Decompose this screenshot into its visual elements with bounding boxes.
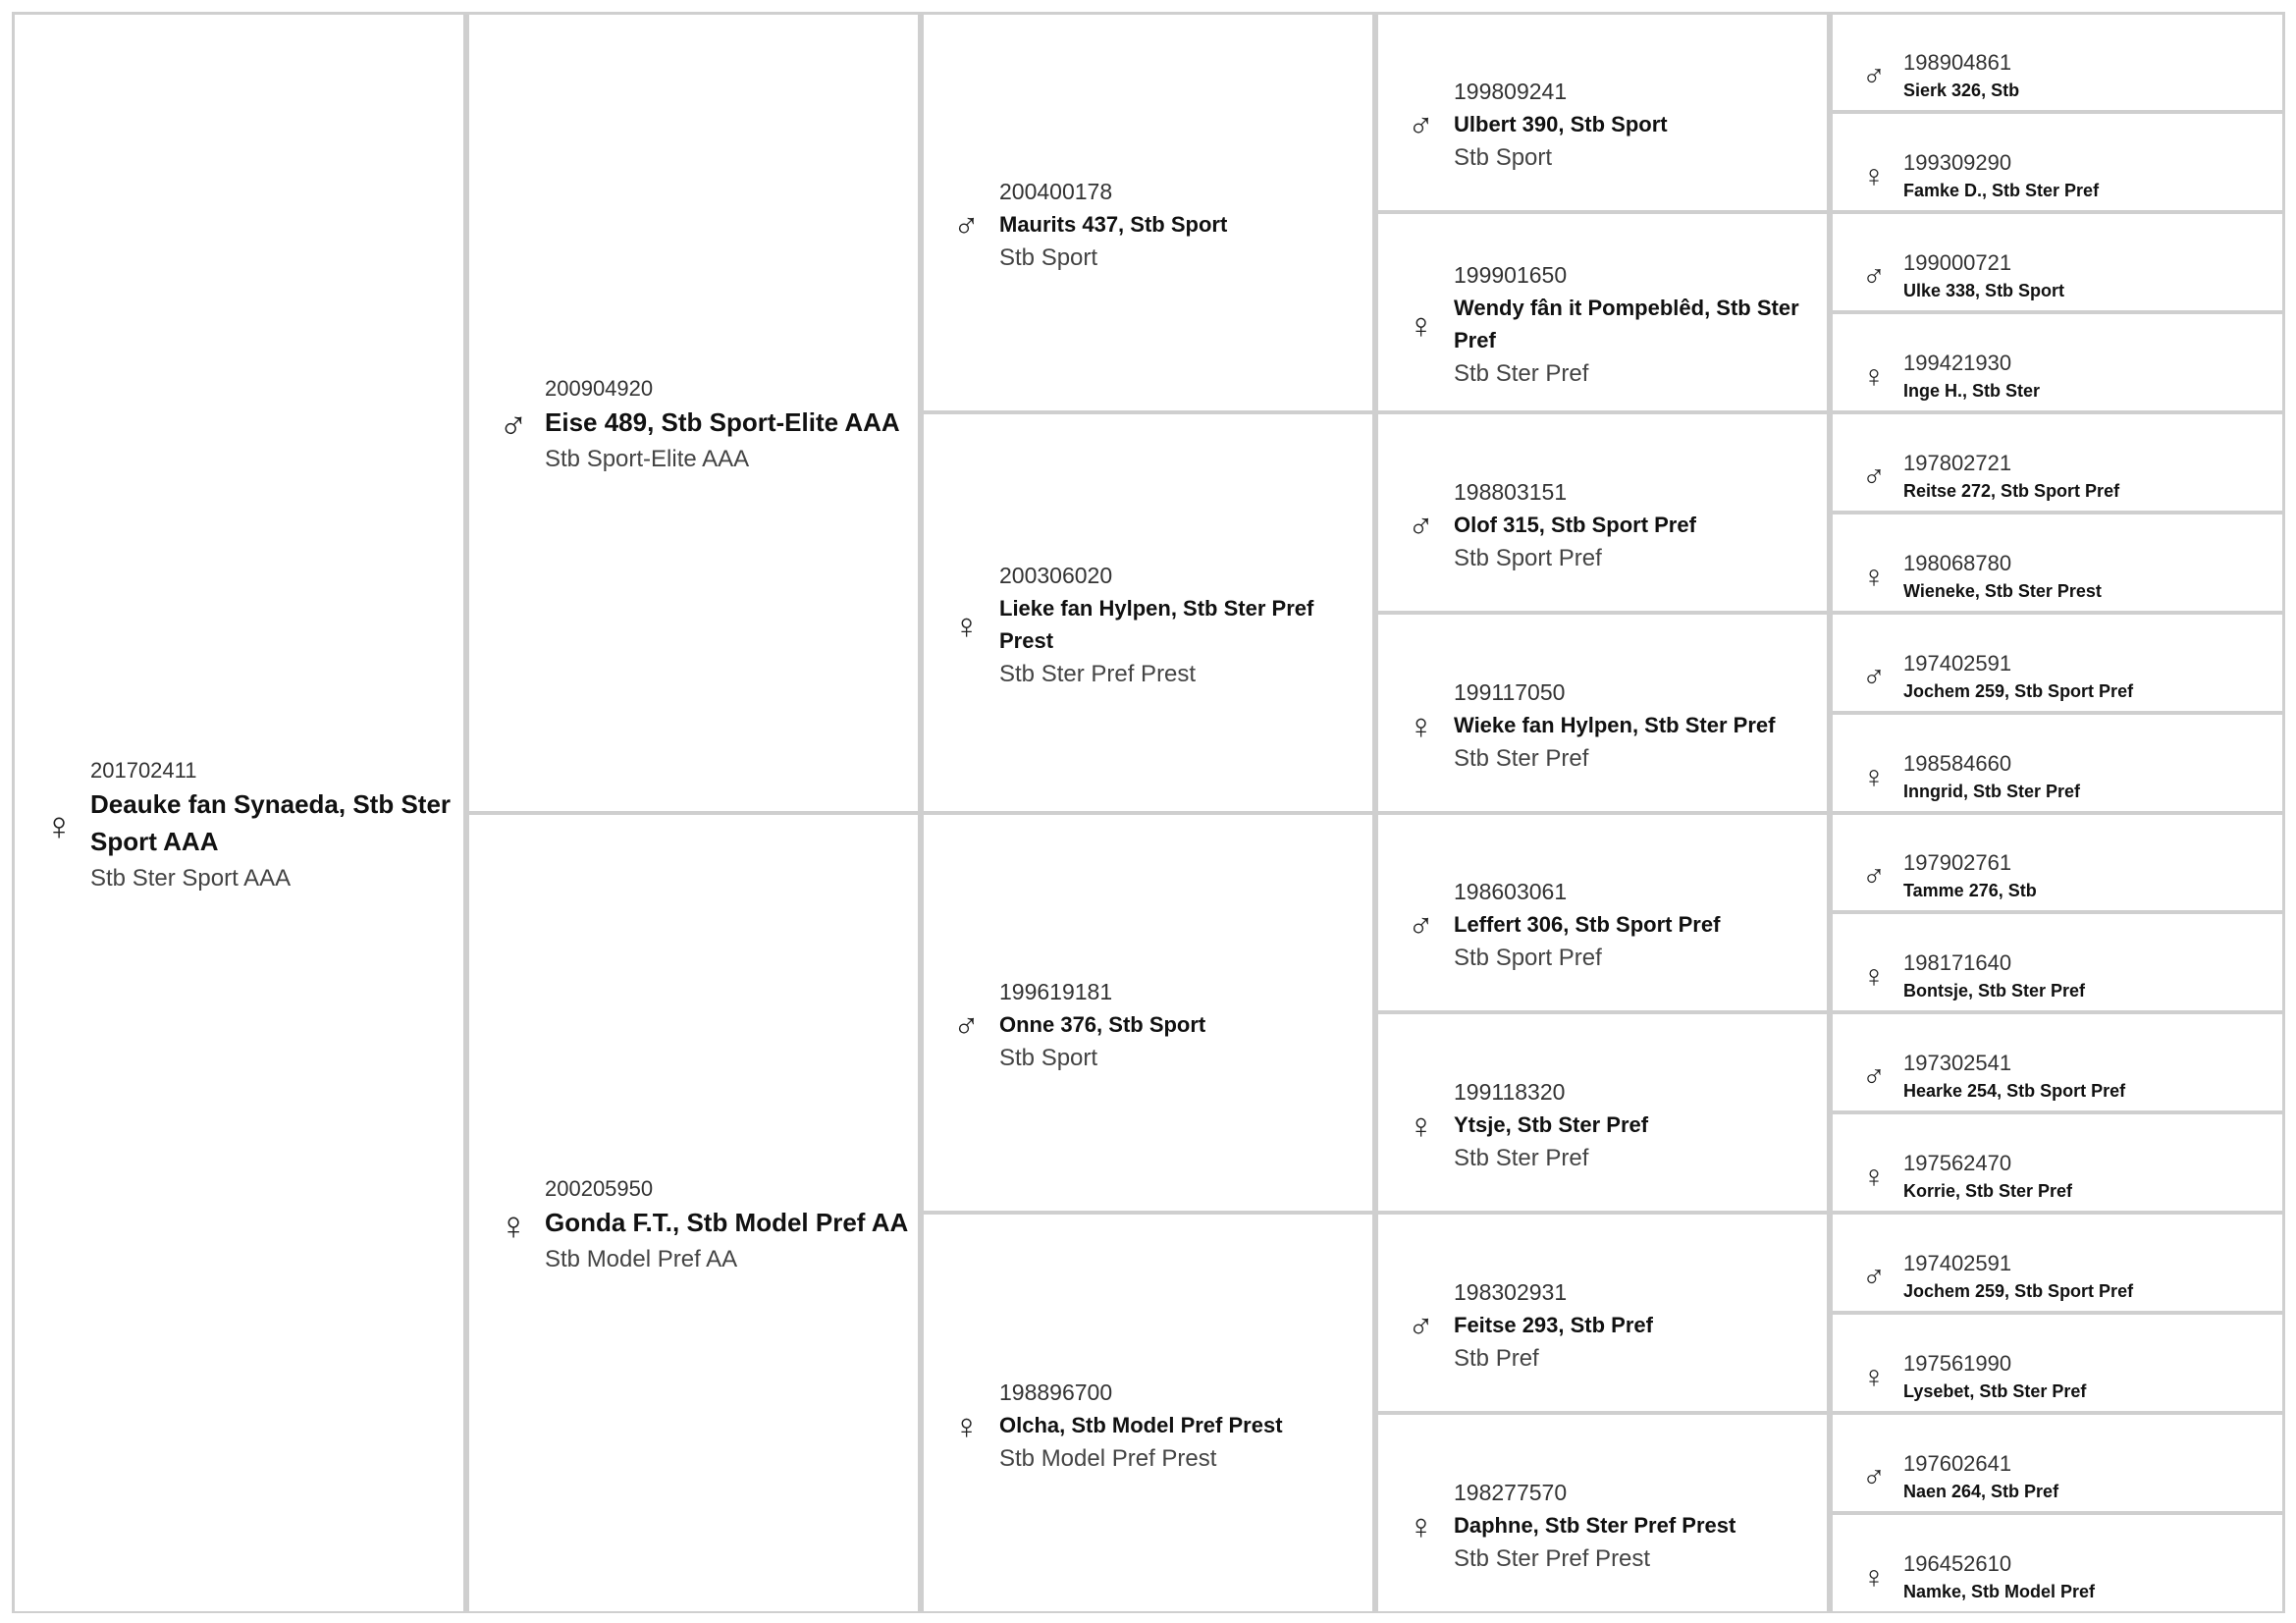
horse-name: Deauke fan Synaeda, Stb Ster Sport AAA	[90, 789, 452, 856]
great-great-grandparent-cell	[1830, 1112, 2285, 1213]
registration-number: 199000721	[1903, 249, 2012, 275]
horse-name: Tamme 276, Stb	[1903, 881, 2037, 901]
horse-details	[1903, 549, 2274, 604]
registration-number: 199809241	[1454, 79, 1568, 105]
studbook-predicate: Stb Sport Pref	[1454, 544, 1602, 571]
great-great-grandparent-cell	[1830, 813, 2285, 913]
studbook-predicate: Stb Sport Pref	[1454, 945, 1602, 972]
registration-number: 197561990	[1903, 1351, 2012, 1377]
studbook-predicate: Stb Ster Pref	[1454, 360, 1589, 388]
male-symbol-icon: ♂	[1862, 1259, 1886, 1295]
great-great-grandparent-cell	[1830, 713, 2285, 813]
registration-number: 198803151	[1454, 478, 1568, 505]
horse-details	[545, 374, 918, 478]
horse-details	[1454, 259, 1819, 392]
great-great-grandparent-cell	[1830, 1413, 2285, 1513]
female-symbol-icon: ♀	[1862, 958, 1886, 995]
great-great-grandparent-cell	[1830, 412, 2285, 513]
grandparent-cell	[921, 1213, 1375, 1613]
male-symbol-icon: ♂	[1862, 858, 1886, 894]
horse-name: Inngrid, Stb Ster Pref	[1903, 781, 2081, 801]
great-great-grandparent-cell	[1830, 212, 2285, 312]
horse-details	[1903, 649, 2274, 704]
horse-name: Maurits 437, Stb Sport	[999, 212, 1228, 238]
studbook-predicate: Stb Ster Pref Prest	[999, 661, 1197, 688]
registration-number: 199901650	[1454, 262, 1568, 289]
registration-number: 200400178	[999, 179, 1113, 205]
male-symbol-icon: ♂	[1862, 1459, 1886, 1495]
registration-number: 197902761	[1903, 850, 2012, 876]
registration-number: 197402591	[1903, 650, 2012, 676]
horse-details	[545, 1174, 918, 1278]
grandparent-cell	[921, 412, 1375, 813]
registration-number: 199421930	[1903, 350, 2012, 375]
female-symbol-icon: ♀	[1408, 304, 1434, 346]
studbook-predicate: Stb Ster Pref Prest	[1454, 1545, 1651, 1573]
horse-details	[1903, 248, 2274, 303]
registration-number: 198904861	[1903, 50, 2012, 76]
studbook-predicate: Stb Pref	[1454, 1345, 1539, 1373]
horse-details	[1454, 76, 1819, 176]
great-great-grandparent-cell	[1830, 1513, 2285, 1613]
horse-details	[1903, 48, 2274, 103]
horse-details	[1903, 848, 2274, 903]
great-grandparent-cell	[1375, 613, 1830, 813]
registration-number: 198896700	[999, 1380, 1113, 1406]
horse-details	[1903, 148, 2274, 203]
female-symbol-icon: ♀	[1862, 357, 1886, 394]
great-great-grandparent-cell	[1830, 112, 2285, 212]
parent-cell	[466, 813, 921, 1614]
registration-number: 200306020	[999, 563, 1113, 589]
great-great-grandparent-cell	[1830, 1012, 2285, 1112]
studbook-predicate: Stb Sport-Elite AAA	[545, 446, 750, 473]
horse-details	[1454, 476, 1819, 576]
registration-number: 197402591	[1903, 1251, 2012, 1276]
studbook-predicate: Stb Ster Pref	[1454, 744, 1589, 772]
female-symbol-icon: ♀	[1862, 1159, 1886, 1195]
female-symbol-icon: ♀	[44, 805, 74, 848]
horse-details	[1903, 1449, 2274, 1504]
horse-name: Lysebet, Stb Ster Pref	[1903, 1381, 2087, 1402]
great-grandparent-cell	[1375, 212, 1830, 412]
parent-cell	[466, 12, 921, 813]
horse-name: Naen 264, Stb Pref	[1903, 1482, 2059, 1502]
horse-details	[1903, 1049, 2274, 1104]
horse-name: Onne 376, Stb Sport	[999, 1012, 1206, 1038]
horse-details	[1903, 1249, 2274, 1304]
studbook-predicate: Stb Model Pref AA	[545, 1246, 738, 1273]
male-symbol-icon: ♂	[1408, 905, 1434, 947]
horse-name: Bontsje, Stb Ster Pref	[1903, 981, 2086, 1001]
horse-details	[1903, 1549, 2274, 1604]
registration-number: 198603061	[1454, 879, 1568, 905]
horse-name: Wieneke, Stb Ster Prest	[1903, 580, 2102, 601]
horse-name: Famke D., Stb Ster Pref	[1903, 180, 2100, 200]
horse-details	[1903, 449, 2274, 504]
registration-number: 197302541	[1903, 1051, 2012, 1076]
horse-name: Korrie, Stb Ster Pref	[1903, 1181, 2073, 1202]
horse-details	[1903, 749, 2274, 804]
female-symbol-icon: ♀	[1408, 705, 1434, 746]
registration-number: 201702411	[90, 758, 197, 783]
horse-name: Eise 489, Stb Sport-Elite AAA	[545, 407, 900, 438]
horse-details	[999, 560, 1364, 692]
horse-name: Reitse 272, Stb Sport Pref	[1903, 480, 2120, 501]
registration-number: 200205950	[545, 1176, 654, 1202]
registration-number: 199118320	[1454, 1079, 1566, 1106]
registration-number: 198277570	[1454, 1480, 1568, 1506]
male-symbol-icon: ♂	[1408, 105, 1434, 146]
registration-number: 197802721	[1903, 450, 2012, 475]
great-great-grandparent-cell	[1830, 912, 2285, 1012]
horse-name: Gonda F.T., Stb Model Pref AA	[545, 1208, 909, 1238]
male-symbol-icon: ♂	[953, 205, 980, 246]
studbook-predicate: Stb Sport	[999, 1045, 1098, 1072]
horse-details	[1454, 876, 1819, 976]
studbook-predicate: Stb Sport	[1454, 144, 1553, 172]
female-symbol-icon: ♀	[1408, 1506, 1434, 1547]
registration-number: 197602641	[1903, 1451, 2012, 1477]
studbook-predicate: Stb Sport	[999, 244, 1098, 272]
horse-name: Ulbert 390, Stb Sport	[1454, 112, 1668, 137]
male-symbol-icon: ♂	[1408, 505, 1434, 546]
horse-details	[1454, 676, 1819, 777]
male-symbol-icon: ♂	[499, 405, 528, 449]
female-symbol-icon: ♀	[1862, 1559, 1886, 1596]
horse-details	[999, 976, 1364, 1076]
horse-name: Inge H., Stb Ster	[1903, 380, 2041, 401]
great-great-grandparent-cell	[1830, 613, 2285, 713]
horse-details	[1454, 1076, 1819, 1176]
great-grandparent-cell	[1375, 1012, 1830, 1213]
registration-number: 197562470	[1903, 1151, 2012, 1176]
horse-details	[1903, 1349, 2274, 1404]
horse-details	[1903, 948, 2274, 1003]
great-grandparent-cell	[1375, 1413, 1830, 1613]
female-symbol-icon: ♀	[1862, 157, 1886, 193]
great-grandparent-cell	[1375, 12, 1830, 212]
horse-details	[999, 1377, 1364, 1477]
great-great-grandparent-cell	[1830, 513, 2285, 613]
great-great-grandparent-cell	[1830, 312, 2285, 412]
female-symbol-icon: ♀	[1862, 558, 1886, 594]
great-grandparent-cell	[1375, 813, 1830, 1013]
male-symbol-icon: ♂	[1862, 458, 1886, 494]
great-great-grandparent-cell	[1830, 1313, 2285, 1413]
great-great-grandparent-cell	[1830, 1213, 2285, 1313]
great-great-grandparent-cell	[1830, 12, 2285, 112]
horse-name: Olof 315, Stb Sport Pref	[1454, 512, 1696, 537]
horse-name: Ulke 338, Stb Sport	[1903, 280, 2065, 300]
grandparent-cell	[921, 813, 1375, 1214]
female-symbol-icon: ♀	[953, 605, 980, 646]
male-symbol-icon: ♂	[1408, 1306, 1434, 1347]
female-symbol-icon: ♀	[499, 1205, 528, 1249]
horse-details	[999, 176, 1364, 276]
registration-number: 198584660	[1903, 750, 2012, 776]
male-symbol-icon: ♂	[1862, 257, 1886, 294]
studbook-predicate: Stb Model Pref Prest	[999, 1445, 1217, 1473]
horse-name: Ytsje, Stb Ster Pref	[1454, 1112, 1649, 1138]
registration-number: 199117050	[1454, 678, 1566, 705]
grandparent-cell	[921, 12, 1375, 412]
studbook-predicate: Stb Ster Sport AAA	[90, 865, 292, 892]
horse-name: Sierk 326, Stb	[1903, 81, 2020, 101]
male-symbol-icon: ♂	[1862, 1058, 1886, 1095]
horse-name: Olcha, Stb Model Pref Prest	[999, 1413, 1283, 1438]
horse-details	[90, 756, 463, 897]
great-grandparent-cell	[1375, 1213, 1830, 1413]
registration-number: 198068780	[1903, 550, 2012, 575]
male-symbol-icon: ♂	[1862, 58, 1886, 94]
male-symbol-icon: ♂	[953, 1005, 980, 1047]
horse-name: Jochem 259, Stb Sport Pref	[1903, 1281, 2134, 1302]
female-symbol-icon: ♀	[1408, 1106, 1434, 1147]
horse-details	[1903, 1149, 2274, 1204]
registration-number: 198302931	[1454, 1279, 1568, 1306]
horse-name: Wendy fân it Pompeblêd, Stb Ster Pref	[1454, 296, 1799, 353]
studbook-predicate: Stb Ster Pref	[1454, 1145, 1589, 1172]
horse-name: Namke, Stb Model Pref	[1903, 1582, 2096, 1602]
female-symbol-icon: ♀	[1862, 758, 1886, 794]
female-symbol-icon: ♀	[1862, 1359, 1886, 1395]
horse-details	[1903, 349, 2274, 404]
horse-name: Daphne, Stb Ster Pref Prest	[1454, 1513, 1736, 1539]
horse-name: Feitse 293, Stb Pref	[1454, 1313, 1653, 1338]
male-symbol-icon: ♂	[1862, 658, 1886, 694]
female-symbol-icon: ♀	[953, 1406, 980, 1447]
registration-number: 200904920	[545, 376, 654, 402]
registration-number: 196452610	[1903, 1551, 2012, 1577]
horse-name: Lieke fan Hylpen, Stb Ster Pref Prest	[999, 596, 1314, 654]
subject-cell	[12, 12, 466, 1613]
great-grandparent-cell	[1375, 412, 1830, 613]
horse-name: Hearke 254, Stb Sport Pref	[1903, 1081, 2126, 1102]
registration-number: 199619181	[999, 979, 1113, 1005]
horse-details	[1454, 1276, 1819, 1377]
horse-details	[1454, 1477, 1819, 1577]
horse-name: Jochem 259, Stb Sport Pref	[1903, 680, 2134, 701]
horse-name: Wieke fan Hylpen, Stb Ster Pref	[1454, 712, 1776, 737]
registration-number: 198171640	[1903, 950, 2012, 976]
registration-number: 199309290	[1903, 149, 2012, 175]
horse-name: Leffert 306, Stb Sport Pref	[1454, 912, 1721, 938]
